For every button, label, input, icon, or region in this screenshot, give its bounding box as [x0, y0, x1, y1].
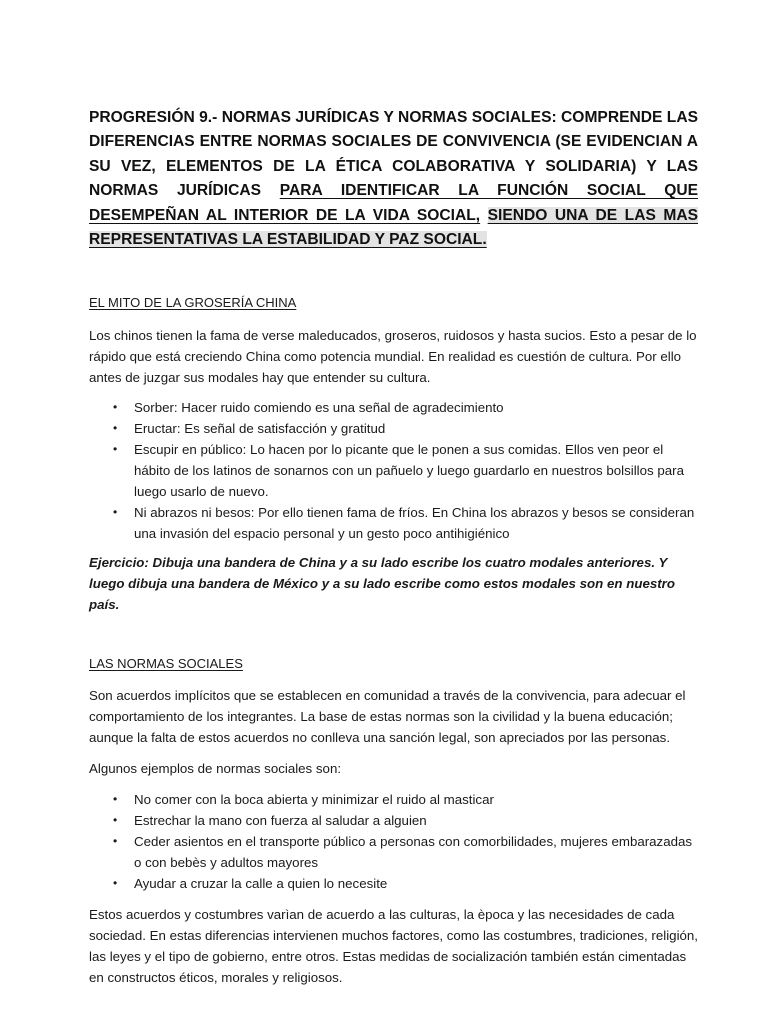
list-item	[89, 397, 698, 418]
list-item-text: Ni abrazos ni besos: Por ello tienen fama de fríos. En China los abrazos y besos se consideran una invasión del espacio personal y un gesto poco antihigiénico	[134, 505, 695, 542]
title-part-2-underlined: PARA IDENTIFICAR LA FUNCIÓN SOCIAL QUE DESEMPEÑAN AL INTERIOR DE LA VIDA SOCIAL,	[89, 182, 698, 224]
list-item-text: Eructar: Es señal de satisfacción y gratitud	[134, 421, 386, 437]
title-part-1: PROGRESIÓN 9.- NORMAS JURÍDICAS Y NORMAS SOCIALES: COMPRENDE LAS DIFERENCIAS ENTRE NORMAS SOCIALES DE CONVIVENCIA (SE EVIDENCIAN A SU VEZ, ELEMENTOS DE LA ÉTICA COLABORATIVA Y SOLIDARIA) Y LAS NORMAS JURÍDICAS	[89, 109, 698, 200]
list-item	[89, 502, 698, 544]
section2-bullet-list	[89, 789, 698, 894]
exercise-instruction: Ejercicio: Dibuja una bandera de China y a su lado escribe los cuatro modales anteriores. Y luego dibuja una bandera de México y a su lado escribe como estos modales son en nuestro país.	[89, 555, 675, 613]
section-heading-normas-sociales: LAS NORMAS SOCIALES	[89, 656, 243, 672]
bullet-icon: •	[113, 400, 118, 415]
list-item-text: Estrechar la mano con fuerza al saludar a alguien	[134, 813, 427, 829]
bullet-icon: •	[113, 442, 118, 457]
list-item-text: Ayudar a cruzar la calle a quien lo necesite	[134, 876, 388, 892]
list-item	[89, 810, 698, 831]
list-item-text: No comer con la boca abierta y minimizar el ruido al masticar	[134, 792, 494, 808]
list-item	[89, 439, 698, 502]
list-item	[89, 873, 698, 894]
list-item	[89, 418, 698, 439]
list-item	[89, 789, 698, 810]
bullet-icon: •	[113, 813, 118, 828]
title-part-3-highlighted: SIENDO UNA DE LAS MAS REPRESENTATIVAS LA ESTABILIDAD Y PAZ SOCIAL.	[89, 206, 698, 249]
bullet-icon: •	[113, 421, 118, 436]
section-heading-grosería-china: EL MITO DE LA GROSERÍA CHINA	[89, 295, 297, 311]
section1-intro-paragraph: Los chinos tienen la fama de verse maleducados, groseros, ruidosos y hasta sucios. Esto a pesar de lo rápido que está creciendo China como potencia mundial. En realidad es cuestión de cultura. Por ello antes de juzgar sus modales hay que entender su cultura.	[89, 328, 697, 386]
section2-examples-intro: Algunos ejemplos de normas sociales son:	[89, 761, 342, 777]
bullet-icon: •	[113, 792, 118, 807]
list-item	[89, 831, 698, 873]
list-item-text: Sorber: Hacer ruido comiendo es una señal de agradecimiento	[134, 400, 504, 416]
list-item-text: Ceder asientos en el transporte público a personas con comorbilidades, mujeres embarazadas o con bebès y adultos mayores	[134, 834, 693, 871]
bullet-icon: •	[113, 834, 118, 849]
section1-bullet-list	[89, 397, 698, 544]
section2-closing-paragraph: Estos acuerdos y costumbres varìan de acuerdo a las culturas, la època y las necesidades de cada sociedad. En estas diferencias intervienen muchos factores, como las costumbres, tradiciones, religión, las leyes y el tipo de gobierno, entre otros. Estas medidas de socialización también están cimentadas en constructos éticos, morales y religiosos.	[89, 907, 699, 986]
bullet-icon: •	[113, 505, 118, 520]
document-title	[89, 106, 698, 252]
bullet-icon: •	[113, 876, 118, 891]
section2-intro-paragraph: Son acuerdos implícitos que se establecen en comunidad a través de la convivencia, para adecuar el comportamiento de los integrantes. La base de estas normas son la civilidad y la buena educación; aunque la falta de estos acuerdos no conlleva una sanción legal, son apreciados por las personas.	[89, 688, 686, 746]
list-item-text: Escupir en público: Lo hacen por lo picante que le ponen a sus comidas. Ellos ven peor el hábito de los latinos de sonarnos con un pañuelo y luego guardarlo en nuestros bolsillos para luego usarlo de nuevo.	[134, 442, 684, 500]
